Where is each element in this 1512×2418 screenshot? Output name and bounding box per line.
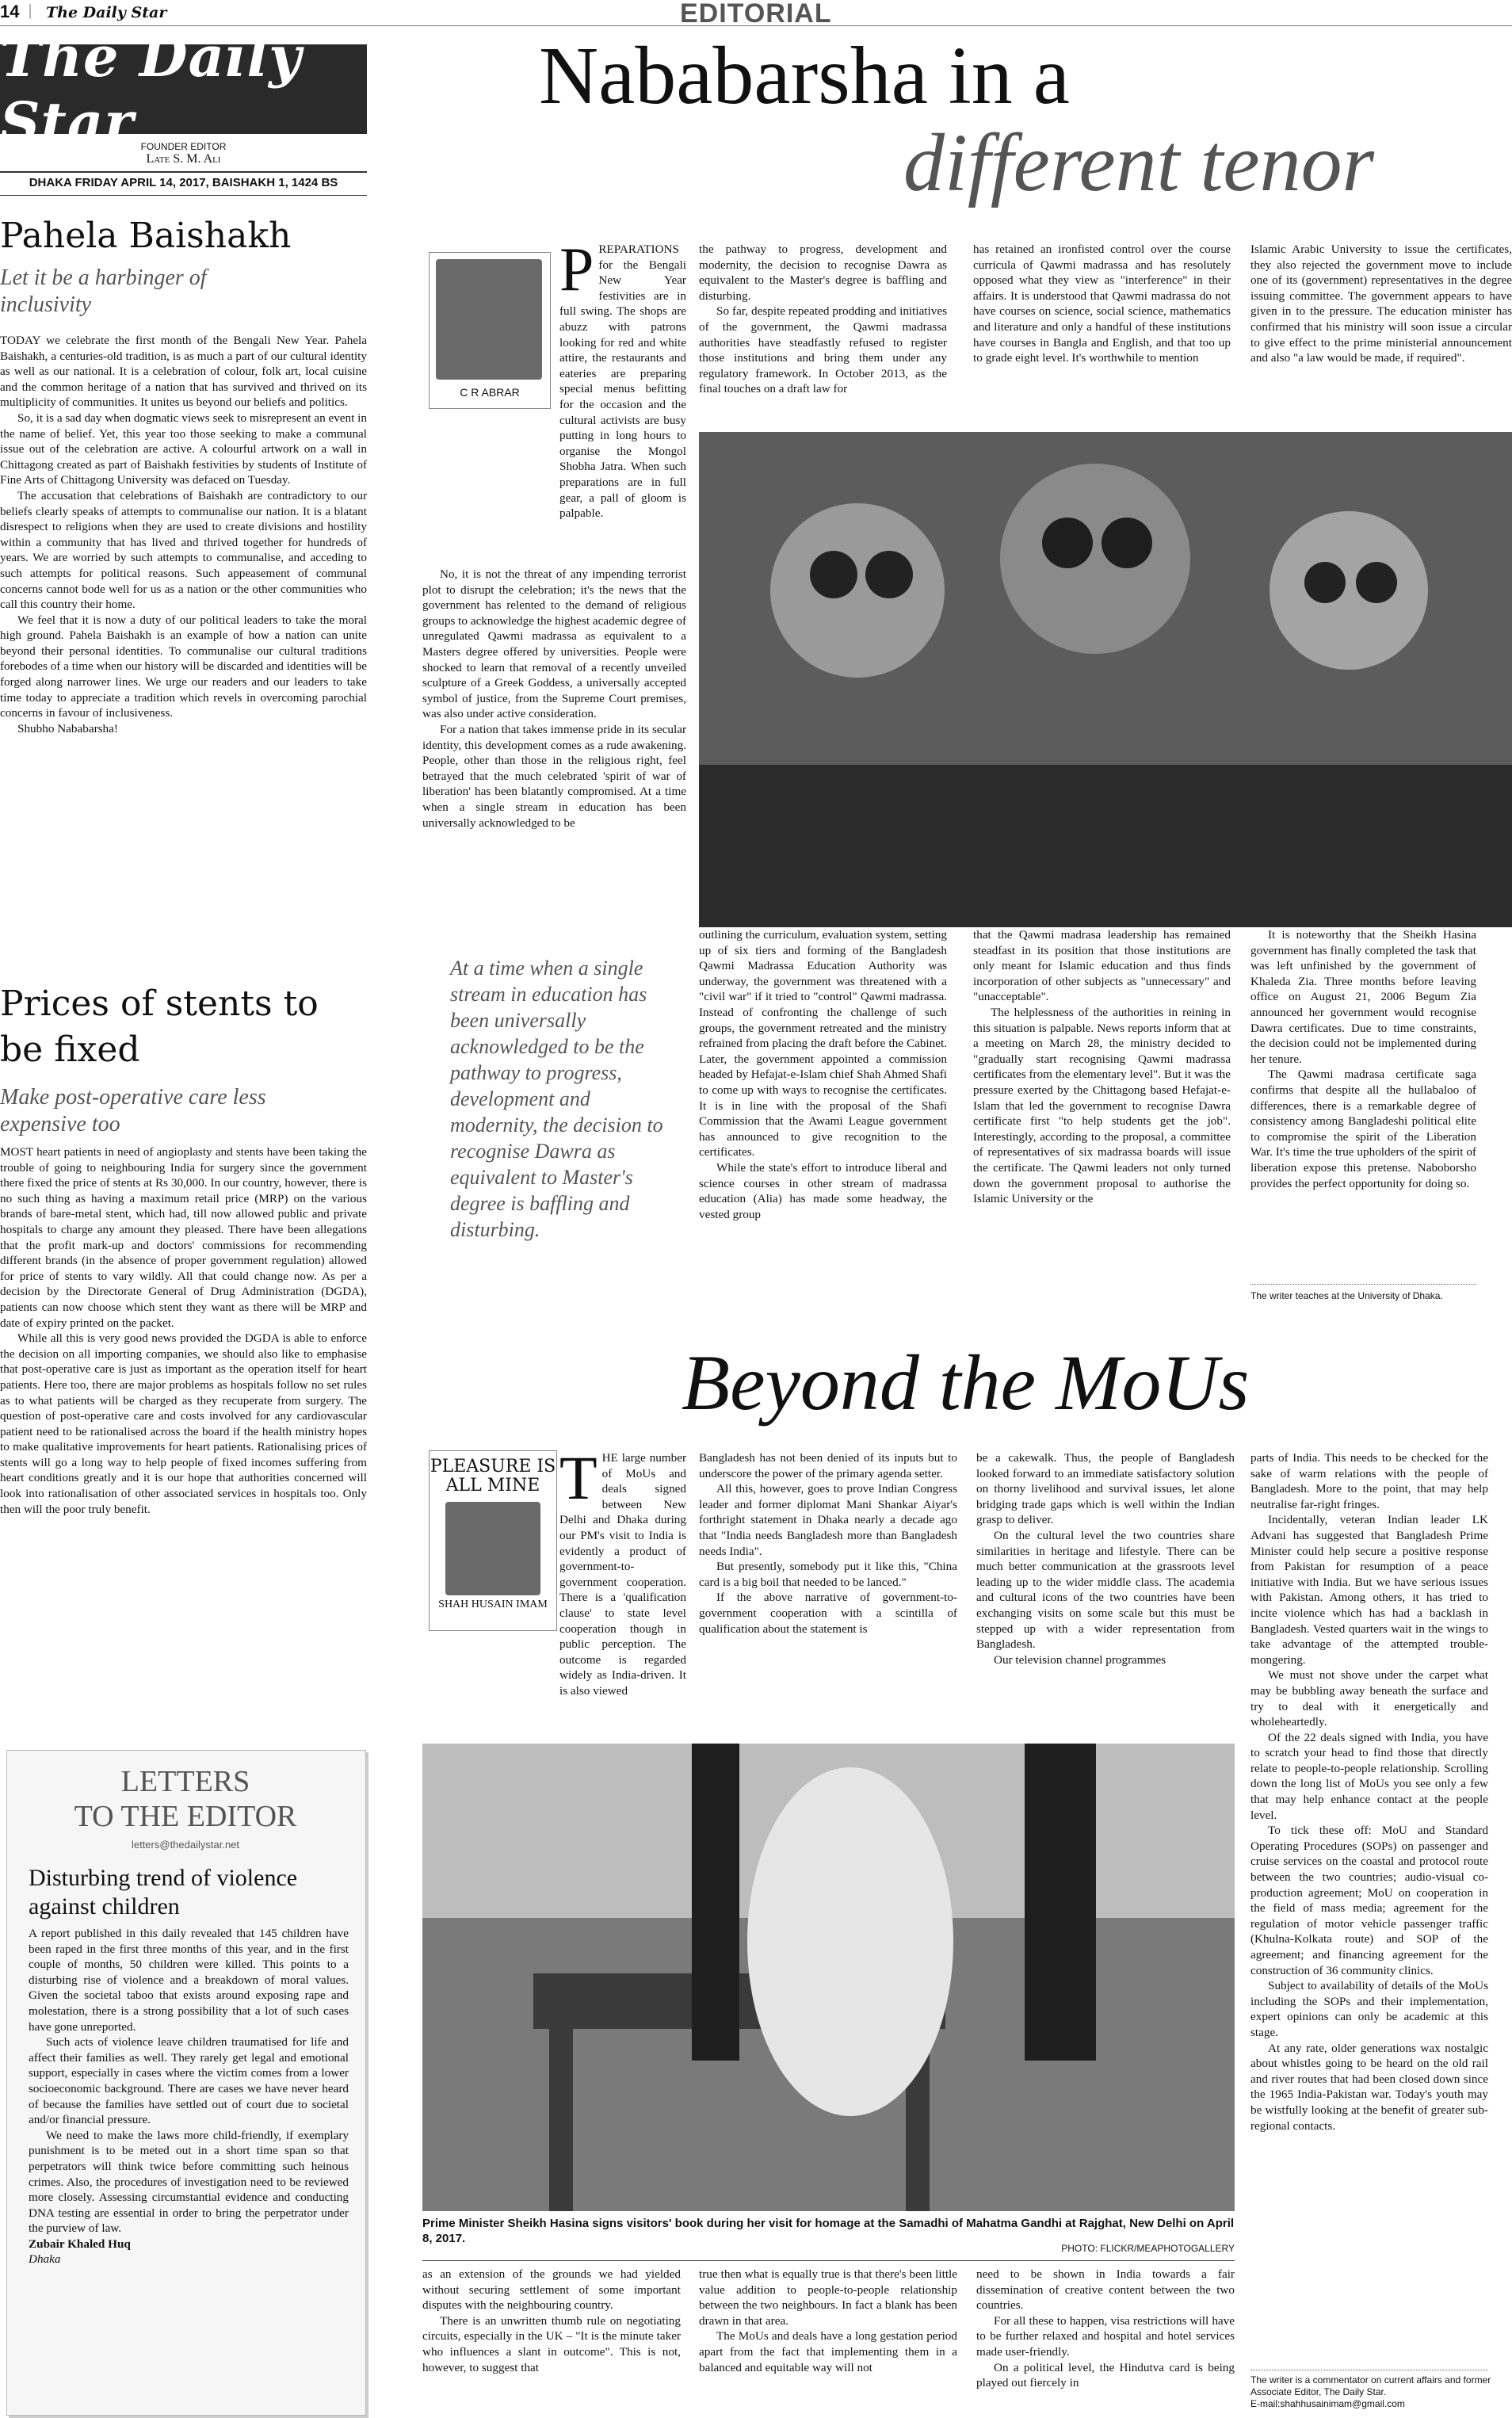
- article-2-paragraph: If the above narrative of government-to-government cooperation with a scintilla of qualification about the statement is: [699, 1591, 957, 1636]
- article-2-paragraph: Of the 22 deals signed with India, you have to scratch your head to find those that directly relate to people-to-people relationship. Scrolling down the long list of MoUs you see only a few that may help enhance contact at the people level.: [1250, 1730, 1488, 1822]
- article-1-lower-col1: [699, 927, 947, 1222]
- article-2-paragraph: need to be shown in India towards a fair dissemination of creative content between the two countries.: [976, 2267, 1235, 2313]
- article-1-paragraph: that the Qawmi madrasa leadership has remained steadfast in its position that those institutions are only meant for Islamic education and thus finds incorporation of other subjects as "unnecessary" and "unacceptable".: [973, 928, 1231, 1004]
- article-2-byline: SHAH HUSAIN IMAM: [438, 1599, 548, 1610]
- article-2-paragraph: For all these to happen, visa restrictions will have to be further relaxed and hospital and hotel services made user-friendly.: [976, 2313, 1235, 2359]
- article-2-paragraph: To tick these off: MoU and Standard Operating Procedures (SOPs) on passenger and cruise services on the coastal and protocol route between the two countries; audio-visual co-production agreement; MoU on cooperation in the field of mass media; agreement for the regulation of motor vehicle passenger traffic (Khulna-Kolkata route) and SOP of the agreement; and financing agreement for the construction of 36 community clinics.: [1250, 1824, 1488, 1977]
- article-1-col1-top: [559, 235, 686, 521]
- article-1-col1-body: [422, 567, 686, 831]
- founder-label: FOUNDER EDITOR: [140, 141, 227, 152]
- letters-author: Zubair Khaled Huq: [29, 2237, 131, 2251]
- article-1-col4: [1250, 242, 1512, 366]
- article-2-byline-box: [429, 1450, 557, 1631]
- festival-photo-art: [699, 432, 1512, 927]
- article-2-col1-text: HE large number of MoUs and deals signed between New Delhi and Dhaka during our PM's visit to India is evidently a product of government-to-government cooperation. There is a 'qualification clause' to state level cooperation though in public perception. The outcome is regarded widely as India-driven. It is also viewed: [559, 1451, 686, 1698]
- article-1-paragraph: Islamic Arabic University to issue the certificates, they also rejected the government move to include one of its (government) representatives in the degree issuing committee. The government appears to have given in to the pressure. The education minister has confirmed that his ministry will soon issue a circular to give effect to the prime ministerial announcement and also "a law would be made, if required".: [1250, 243, 1512, 365]
- article-1-paragraph: No, it is not the threat of any impending terrorist plot to disrupt the celebration; it's the news that the government has relented to the demand of religious groups to acknowledge the highest academic degree of unregulated Qawmi madrassa as equivalent to a Masters degree offered by universities. People were shocked to learn that removal of a recently unveiled sculpture of a Greek Goddess, a universally accepted symbol of justice, from the Supreme Court premises, was also under active consideration.: [422, 567, 686, 721]
- letters-heading-2: TO THE EDITOR: [74, 1800, 297, 1833]
- article-1-headline-2: different tenor: [903, 117, 1375, 208]
- letters-paragraph: Such acts of violence leave children traumatised for life and affect their families as well. They rarely get legal and emotional support, especially in cases where the victim comes from a lower socioeconomic background. There are cases we have never heard of because the families have settled out of court due to societal and/or financial pressure.: [29, 2035, 349, 2127]
- article-2-bottom-col1: [422, 2267, 681, 2375]
- article-1-paragraph: So far, despite repeated prodding and initiatives of the government, the Qawmi madrassa authorities have steadfastly refused to register those institutions and bring them under any regulatory framework. In October 2013, as the final touches on a draft law for: [699, 304, 947, 396]
- dropcap-p: P: [559, 235, 594, 304]
- author-email[interactable]: E-mail:shahhusainimam@gmail.com: [1250, 2398, 1405, 2409]
- article-2-paragraph: On the cultural level the two countries share similarities in heritage and lifestyle. There can be much better communication at the grassroots level leading up to the wider middle class. The academia and cultural icons of the two countries have been exchanging visits on some scale but this must be stepped up with a wider representation from Bangladesh.: [976, 1528, 1235, 1652]
- letters-body: [29, 1926, 349, 2267]
- caption-rule: [422, 2260, 1235, 2261]
- dateline: DHAKA FRIDAY APRIL 14, 2017, BAISHAKH 1, 1424 BS: [29, 176, 338, 189]
- section-label: EDITORIAL: [680, 0, 832, 29]
- article-2-paragraph: true then what is equally true is that there's been little value addition to people-to-people relationship between the two neighbours. In fact a blank has been drawn in that area.: [699, 2267, 957, 2328]
- article-2-paragraph: On a political level, the Hindutva card is being played out fiercely in: [976, 2360, 1235, 2390]
- article-1-author-note: The writer teaches at the University of Dhaka.: [1250, 1290, 1443, 1301]
- article-1-col2: [699, 242, 947, 397]
- article-2-paragraph: be a cakewalk. Thus, the people of Bangladesh looked forward to an immediate satisfactory solution on thorny livelihood and survival issues, let alone bridging trade gaps which is well within the Indian grasp to deliver.: [976, 1451, 1235, 1527]
- article-2-bottom-col2: [699, 2267, 957, 2375]
- article-1-lower-col3: [1250, 927, 1476, 1191]
- article-1-byline-box: [429, 252, 551, 409]
- photo-caption: Prime Minister Sheikh Hasina signs visitors' book during her visit for homage at the Samadhi of Mahatma Gandhi at Rajghat, New Delhi on April 8, 2017.: [422, 2217, 1235, 2245]
- article-1-paragraph: outlining the curriculum, evaluation system, setting up of six tiers and forming of the Bangladesh Qawmi Madrassa Education Authority was underway, the government was threatened with a "civil war" if it tried to "control" Qawmi madrassa. Instead of confronting the challenge of such groups, the government retreated and the ministry refrained from placing the draft before the Cabinet. Later, the government appointed a commission headed by Hefajat-e-Islam chief Shah Ahmed Shafi to come up with ways to recognise the certificates. It is in line with the proposal of the Shafi Commission that the Awami League government has announced to give recognition to the certificates.: [699, 928, 947, 1159]
- article-2-col1-lead: [559, 1443, 686, 1699]
- columnist-photo: [436, 259, 542, 380]
- article-1-col1-lead: [559, 235, 686, 521]
- article-2-paragraph: There is an unwritten thumb rule on negotiating circuits, especially in the UK – "It is the minute taker who influences a slant in outcome". This is not, however, to suggest that: [422, 2313, 681, 2374]
- article-1-paragraph: the pathway to progress, development and modernity, the decision to recognise Dawra as equivalent to the Master's degree is baffling and disturbing.: [699, 243, 947, 303]
- article-2-paragraph: Subject to availability of details of the MoUs including the SOPs and their implementation, expert opinions can only be academic at this stage.: [1250, 1979, 1488, 2039]
- editorial-2-subtitle: Make post-operative care less expensive too: [0, 1085, 266, 1136]
- column-label-2: ALL MINE: [445, 1476, 540, 1495]
- founder-name: Late S. M. Ali: [146, 152, 221, 166]
- columnist-photo: [445, 1502, 540, 1595]
- article-2-paragraph: parts of India. This needs to be checked for the sake of warm relations with the people of Bangladesh. More to the point, that may help neutralise far-right fringes.: [1250, 1451, 1488, 1511]
- letters-location: Dhaka: [29, 2252, 61, 2267]
- article-2-paragraph: But presently, somebody put it like this, "China card is a big boil that needed to be lanced.": [699, 1560, 957, 1589]
- article-1-paragraph: It is noteworthy that the Sheikh Hasina government has finally completed the task that was left unfinished by the government of Khaleda Zia. Three months before leaving office on August 21, 2006 Begum Zia announced her government would recognise Dawra certificates. Due to time constraints, the decision could not be implemented during her tenure.: [1250, 928, 1476, 1066]
- editorial-1-subtitle: Let it be a harbinger of inclusivity: [0, 265, 207, 317]
- article-2-paragraph: The MoUs and deals have a long gestation period apart from the fact that implementing them in a balanced and equitable way will not: [699, 2329, 957, 2374]
- photo-credit: PHOTO: FLICKR/MEAPHOTOGALLERY: [1061, 2243, 1235, 2254]
- editorial-2-paragraph: MOST heart patients in need of angioplasty and stents have been taking the trouble of going to neighbouring India for surgery since the government there fixed the price of stents at Rs 30,000. In our country, however, there is no such thing as having a maximum retail price (MRP) on the various brands of bare-metal stent, which had, till now allowed public and private hospitals to charge any amount they pleased. There have been allegations that the profit mark-up and doctors' commissions for recommending different brands (in the absence of proper government regulation) allowed for price of stents to vary wildly. All that could change now. As per a decision by the Directorate General of Drug Administration (DGDA), patients can now choose which stent they want as there will be MRP and date of expiry printed on the packet.: [0, 1145, 367, 1330]
- article-2-paragraph: Our television channel programmes: [994, 1652, 1166, 1667]
- header-paper-name: The Daily Star: [46, 4, 167, 21]
- article-1-headline-1: Nababarsha in a: [539, 30, 1070, 121]
- article-2-bottom-col3: [976, 2267, 1235, 2391]
- letters-title: Disturbing trend of violence against children: [29, 1865, 298, 1920]
- article-2-headline: Beyond the MoUs: [682, 1339, 1250, 1427]
- editorial-1-paragraph: Shubho Nababarsha!: [17, 721, 118, 735]
- article-1-paragraph: For a nation that takes immense pride in its secular identity, this development comes as a rude awakening. People, other than those in the religious right, feel betrayed that the much celebrated 'spirit of war of liberation' has been blatantly compromised. At a time when a single stream in education has been universally acknowledged to be: [422, 722, 686, 830]
- article-1-lower-col2: [973, 927, 1231, 1207]
- column-label-1: PLEASURE IS: [430, 1457, 556, 1476]
- header-divider: |: [29, 2, 32, 19]
- letters-paragraph: We need to make the laws more child-friendly, if exemplary punishment is to be meted out in a short time span so that perpetrators will think twice before committing such heinous crimes. Also, the procedures of investigation need to be reviewed more closely. Assessing circumstantial evidence and conducting DNA testing are essential in order to bring the perpetrator under the purview of law.: [29, 2128, 349, 2236]
- editorial-1-title: Pahela Baishakh: [0, 216, 292, 256]
- author-note-rule: [1250, 1284, 1476, 1285]
- masthead-logo: The Daily Star: [0, 44, 367, 134]
- editorial-2-paragraph: While all this is very good news provided the DGDA is able to enforce the decision on all importing companies, we should also like to emphasise that post-operative care is just as important as the operation itself for heart patients. Here too, there are major problems as hospitals follow no set rules as to what patients will be charged as they recuperate from surgery. The question of post-operative care and costs involved for any cardiovascular patient need to be rationalised across the board if the health ministry hopes to make qualitative improvements for heart patients. Rationalising prices of stents will go a long way to help people of fixed incomes suffering from heart conditions greatly and it is our hope that authorities concerned will look into rationalisation of other associated services in hospitals too. Only then will the poor truly benefit.: [0, 1331, 367, 1516]
- article-1-paragraph: has retained an ironfisted control over the course curricula of Qawmi madrassa and has resolutely opposed what they view as "interference" in their affairs. It is understood that Qawmi madrassa do not have courses on science, social science, mathematics and literature and only a handful of these institutions have courses in Bangla and English, and that too up to grade eight level. It's worthwhile to mention: [973, 243, 1231, 365]
- signing-photo-art: [422, 1744, 1235, 2211]
- letters-paragraph: A report published in this daily revealed that 145 children have been raped in the first three months of this year, and in the first couple of months, 50 children were killed. This points to a disturbing rise of violence and a breakdown of moral values. Given the societal taboo that exists around exposing rape and molestation, there is a strong possibility that a lot of such cases have gone unreported.: [29, 1927, 349, 2034]
- article-1-paragraph: The helplessness of the authorities in reining in this situation is palpable. News reports inform that at a meeting on March 28, the ministry decided to "gradually start recognising Qawmi madrassa certificates from the elementary level". But it was the pressure exerted by the Chittagong based Hefajat-e-Islam that led the government to recognise Dawra certificate first "to help students get the job". Interestingly, according to the proposal, a committee of representatives of six madrassa boards will issue the certificate. The Qawmi leaders not only turned down the government proposal to authorise the Islamic University or the: [973, 1005, 1231, 1206]
- dropcap-t: T: [559, 1443, 598, 1512]
- editorial-1-paragraph: The accusation that celebrations of Baishakh are contradictory to our beliefs clearly speaks of attempts to communalise our nation. It is a blatant disrespect to religions when they are used to create divisions and hostility within a community that has lived and thrived together for hundreds of years. We are worried by such attempts to communalise, and acceding to such attempts for political reasons. Such appeasement of communal concerns cannot bode well for us as a nation or the other communities who call this country their home.: [0, 488, 367, 612]
- article-1-col1-text: REPARATIONS for the Bengali New Year festivities are in full swing. The shops are abuzz with patrons looking for red and white attire, the restaurants and eateries are preparing special menus befitting for the occasion and the cultural activists are busy putting in long hours to organise the Mongol Shobha Jatra. When such preparations are in full gear, a pall of gloom is palpable.: [559, 243, 686, 521]
- article-2-paragraph: Incidentally, veteran Indian leader LK Advani has suggested that Bangladesh Prime Minister could help secure a positive response from Pakistan for resumption of a peace initiative with India. But we have serious issues with Pakistan. Among others, it has tried to incite violence which has had a backlash in Bangladesh. Vested quarters wait in the wings to take advantage of the attempted trouble-mongering.: [1250, 1513, 1488, 1667]
- article-2-paragraph: All this, however, goes to prove Indian Congress leader and former diplomat Mani Shankar Aiyar's forthright statement in Dhaka nearly a decade ago that "India needs Bangladesh more than Bangladesh needs India".: [699, 1482, 957, 1558]
- article-2-paragraph: as an extension of the grounds we had yielded without securing settlement of some important disputes with the neighbouring country.: [422, 2267, 681, 2313]
- editorial-1-paragraph: So, it is a sad day when dogmatic views seek to misrepresent an event in the name of belief. Yet, this year too those seeking to make a communal issue out of the celebration are active. A colourful artwork on a wall in Chittagong created as part of Baishakh festivities by students of Institute of Fine Arts of Chittagong University was defaced on Tuesday.: [0, 411, 367, 487]
- editorial-1-paragraph: TODAY we celebrate the first month of the Bengali New Year. Pahela Baishakh, a centuries-old tradition, is as much a part of our cultural identity as well as our national. It is a celebration of colour, folk art, local cuisine and the common heritage of a nation that has survived and thrived on its multiplicity of communities. It unites us beyond our beliefs and politics.: [0, 334, 367, 410]
- signing-photo: [422, 1744, 1235, 2211]
- article-2-col1-top: [559, 1443, 686, 1699]
- masthead-rule: [0, 171, 367, 173]
- author-note-line: The writer is a commentator on current affairs and former Associate Editor, The Daily Star.: [1250, 2374, 1491, 2397]
- article-2-paragraph: Bangladesh has not been denied of its inputs but to underscore the power of the primary agenda setter.: [699, 1451, 957, 1480]
- article-1-pullquote: At a time when a single stream in education has been universally acknowledged to be the pathway to progress, development and modernity, the decision to recognise Dawra as equivalent to Master's degree is baffling and disturbing.: [450, 957, 663, 1241]
- article-2-author-note: [1250, 2374, 1504, 2410]
- editorial-1-paragraph: We feel that it is now a duty of our political leaders to take the moral high ground. Pahela Baishakh is an example of how a nation can unite beyond their personal identities. To communalise our cultural traditions forebodes of a time when our history will be discarded and identities will be forged along narrower lines. We urge our readers and our leaders to take time today to appreciate a tradition which revels in overcoming parochial concerns in favour of inclusiveness.: [0, 613, 367, 720]
- letters-email[interactable]: letters@thedailystar.net: [131, 1839, 240, 1851]
- article-1-paragraph: The Qawmi madrasa certificate saga confirms that despite all the hullabaloo of differences, there is a remarkable degree of consistency among Bangladeshi political elite to compromise the spirit of the Liberation War. It's time the true upholders of the spirit of liberation expose this pretense. Naboborsho provides the perfect opportunity for doing so.: [1250, 1068, 1476, 1190]
- article-2-col3: [976, 1450, 1235, 1667]
- article-2-col4: [1250, 1450, 1488, 2133]
- article-1-col3: [973, 242, 1231, 366]
- editorial-1-body: [0, 333, 367, 736]
- article-2-paragraph: At any rate, older generations wax nostalgic about whistles going to be heard on the old rail and river routes that had been closed down since the 1965 India-Pakistan war. Today's youth may be wistfully looking at the benefit of greater sub-regional contacts.: [1250, 2041, 1488, 2133]
- dateline-rule: [0, 195, 367, 196]
- festival-photo: [699, 432, 1512, 927]
- article-1-byline: C R ABRAR: [460, 386, 520, 399]
- article-2-col2: [699, 1450, 957, 1637]
- article-2-paragraph: We must not shove under the carpet what may be bubbling away beneath the surface and try to deal with it energetically and wholeheartedly.: [1250, 1668, 1488, 1729]
- letters-heading-1: LETTERS: [120, 1765, 250, 1798]
- editorial-2-title: Prices of stents to be fixed: [0, 984, 319, 1070]
- article-1-paragraph: While the state's effort to introduce liberal and science courses in other stream of madrassa education (Alia) has made some headway, the vested group: [699, 1160, 947, 1221]
- editorial-2-body: [0, 1144, 367, 1517]
- page-number: 14: [0, 2, 20, 21]
